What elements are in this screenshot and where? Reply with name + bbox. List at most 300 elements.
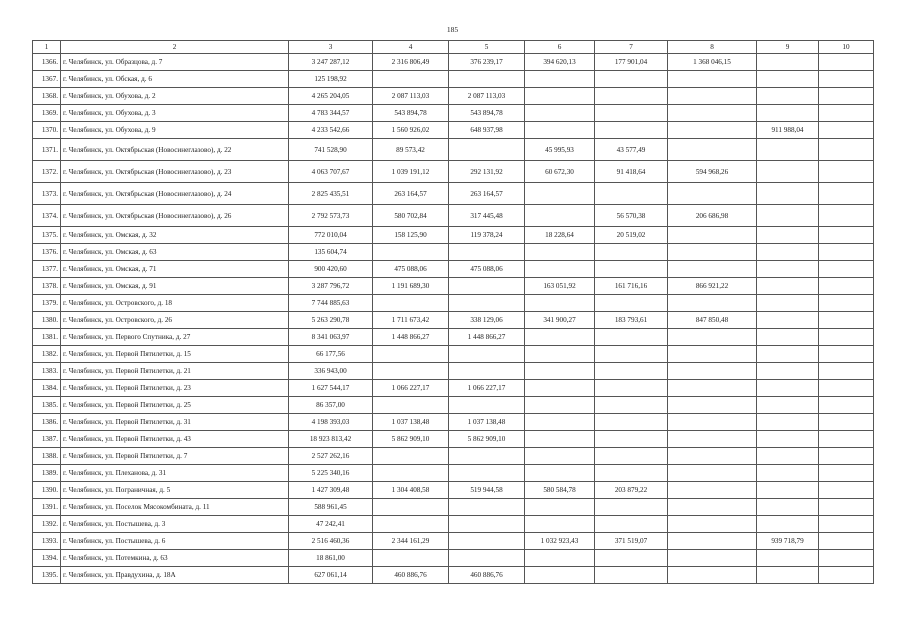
address-cell: г. Челябинск, ул. Октябрьская (Новосинеглазово), д. 22 xyxy=(61,139,289,161)
col8-cell: 206 686,98 xyxy=(668,205,757,227)
col6-cell: 341 900,27 xyxy=(525,312,595,329)
column-header: 1 xyxy=(33,41,61,54)
col9-cell xyxy=(757,329,819,346)
col7-cell xyxy=(595,448,668,465)
col8-cell: 594 968,26 xyxy=(668,161,757,183)
col3-cell: 3 247 287,12 xyxy=(289,54,373,71)
col9-cell xyxy=(757,71,819,88)
address-cell: г. Челябинск, ул. Плеханова, д. 31 xyxy=(61,465,289,482)
table-body xyxy=(33,54,874,584)
col10-cell xyxy=(819,227,874,244)
col7-cell: 91 418,64 xyxy=(595,161,668,183)
address-cell: г. Челябинск, ул. Первой Пятилетки, д. 31 xyxy=(61,414,289,431)
col9-cell xyxy=(757,105,819,122)
col4-cell: 460 886,76 xyxy=(373,567,449,584)
col7-cell: 203 879,22 xyxy=(595,482,668,499)
col4-cell: 5 862 909,10 xyxy=(373,431,449,448)
col9-cell xyxy=(757,346,819,363)
col10-cell xyxy=(819,516,874,533)
col6-cell xyxy=(525,397,595,414)
col8-cell xyxy=(668,295,757,312)
col10-cell xyxy=(819,346,874,363)
col6-cell xyxy=(525,414,595,431)
col7-cell xyxy=(595,71,668,88)
row-number-cell: 1389. xyxy=(33,465,61,482)
col8-cell xyxy=(668,88,757,105)
col10-cell xyxy=(819,363,874,380)
address-cell: г. Челябинск, ул. Омская, д. 71 xyxy=(61,261,289,278)
col7-cell xyxy=(595,183,668,205)
col8-cell xyxy=(668,465,757,482)
row-number-cell: 1370. xyxy=(33,122,61,139)
col6-cell xyxy=(525,363,595,380)
col3-cell: 4 783 344,57 xyxy=(289,105,373,122)
col4-cell: 1 191 689,30 xyxy=(373,278,449,295)
col5-cell: 5 862 909,10 xyxy=(449,431,525,448)
address-cell: г. Челябинск, ул. Первого Спутника, д. 27 xyxy=(61,329,289,346)
col4-cell: 2 316 806,49 xyxy=(373,54,449,71)
col8-cell: 1 368 046,15 xyxy=(668,54,757,71)
col5-cell xyxy=(449,295,525,312)
table-row xyxy=(33,380,874,397)
col5-cell: 1 448 866,27 xyxy=(449,329,525,346)
col3-cell: 2 516 460,36 xyxy=(289,533,373,550)
table-row xyxy=(33,448,874,465)
col10-cell xyxy=(819,482,874,499)
col5-cell: 376 239,17 xyxy=(449,54,525,71)
col6-cell xyxy=(525,346,595,363)
col3-cell: 135 604,74 xyxy=(289,244,373,261)
col6-cell: 394 620,13 xyxy=(525,54,595,71)
col3-cell: 588 961,45 xyxy=(289,499,373,516)
row-number-cell: 1383. xyxy=(33,363,61,380)
col9-cell xyxy=(757,482,819,499)
col10-cell xyxy=(819,183,874,205)
col8-cell xyxy=(668,227,757,244)
col6-cell xyxy=(525,380,595,397)
col4-cell: 475 088,06 xyxy=(373,261,449,278)
col6-cell xyxy=(525,261,595,278)
table-row xyxy=(33,312,874,329)
table-row xyxy=(33,88,874,105)
address-cell: г. Челябинск, ул. Обухова, д. 9 xyxy=(61,122,289,139)
table-row xyxy=(33,227,874,244)
column-header: 9 xyxy=(757,41,819,54)
row-number-cell: 1385. xyxy=(33,397,61,414)
col8-cell xyxy=(668,567,757,584)
table-row xyxy=(33,397,874,414)
table-row xyxy=(33,550,874,567)
column-header: 8 xyxy=(668,41,757,54)
col9-cell xyxy=(757,161,819,183)
table-row xyxy=(33,205,874,227)
col6-cell: 45 995,93 xyxy=(525,139,595,161)
col5-cell: 2 087 113,03 xyxy=(449,88,525,105)
col6-cell xyxy=(525,88,595,105)
address-cell: г. Челябинск, ул. Октябрьская (Новосинеглазово), д. 23 xyxy=(61,161,289,183)
col5-cell xyxy=(449,499,525,516)
col5-cell: 475 088,06 xyxy=(449,261,525,278)
col4-cell xyxy=(373,346,449,363)
row-number-cell: 1395. xyxy=(33,567,61,584)
col10-cell xyxy=(819,312,874,329)
col8-cell xyxy=(668,346,757,363)
col8-cell xyxy=(668,499,757,516)
col6-cell: 580 584,78 xyxy=(525,482,595,499)
col6-cell xyxy=(525,329,595,346)
col8-cell xyxy=(668,482,757,499)
address-cell: г. Челябинск, ул. Первой Пятилетки, д. 21 xyxy=(61,363,289,380)
col4-cell xyxy=(373,448,449,465)
col7-cell: 20 519,02 xyxy=(595,227,668,244)
col8-cell xyxy=(668,244,757,261)
col10-cell xyxy=(819,278,874,295)
column-number-row xyxy=(33,41,874,54)
col4-cell: 89 573,42 xyxy=(373,139,449,161)
col9-cell xyxy=(757,261,819,278)
row-number-cell: 1382. xyxy=(33,346,61,363)
col8-cell xyxy=(668,122,757,139)
col10-cell xyxy=(819,54,874,71)
table-row xyxy=(33,54,874,71)
col3-cell: 627 061,14 xyxy=(289,567,373,584)
address-cell: г. Челябинск, ул. Первой Пятилетки, д. 7 xyxy=(61,448,289,465)
address-cell: г. Челябинск, ул. Пограничная, д. 5 xyxy=(61,482,289,499)
col9-cell xyxy=(757,363,819,380)
col3-cell: 4 063 707,67 xyxy=(289,161,373,183)
col8-cell xyxy=(668,533,757,550)
col4-cell: 580 702,84 xyxy=(373,205,449,227)
col5-cell xyxy=(449,139,525,161)
col7-cell: 371 519,07 xyxy=(595,533,668,550)
col6-cell xyxy=(525,550,595,567)
column-header: 2 xyxy=(61,41,289,54)
col10-cell xyxy=(819,261,874,278)
row-number-cell: 1378. xyxy=(33,278,61,295)
row-number-cell: 1374. xyxy=(33,205,61,227)
col10-cell xyxy=(819,380,874,397)
row-number-cell: 1379. xyxy=(33,295,61,312)
col8-cell xyxy=(668,448,757,465)
col9-cell xyxy=(757,567,819,584)
address-cell: г. Челябинск, ул. Первой Пятилетки, д. 43 xyxy=(61,431,289,448)
col5-cell: 119 378,24 xyxy=(449,227,525,244)
address-cell: г. Челябинск, ул. Обухова, д. 2 xyxy=(61,88,289,105)
col8-cell xyxy=(668,183,757,205)
column-header: 5 xyxy=(449,41,525,54)
col3-cell: 2 527 262,16 xyxy=(289,448,373,465)
col7-cell: 177 901,04 xyxy=(595,54,668,71)
col9-cell xyxy=(757,414,819,431)
col9-cell xyxy=(757,499,819,516)
row-number-cell: 1376. xyxy=(33,244,61,261)
column-header: 10 xyxy=(819,41,874,54)
col8-cell xyxy=(668,261,757,278)
col3-cell: 5 225 340,16 xyxy=(289,465,373,482)
col9-cell xyxy=(757,465,819,482)
col5-cell xyxy=(449,244,525,261)
col3-cell: 125 198,92 xyxy=(289,71,373,88)
col6-cell xyxy=(525,465,595,482)
col4-cell: 1 560 926,02 xyxy=(373,122,449,139)
address-cell: г. Челябинск, ул. Обухова, д. 3 xyxy=(61,105,289,122)
col7-cell xyxy=(595,295,668,312)
col8-cell xyxy=(668,414,757,431)
col3-cell: 4 198 393,03 xyxy=(289,414,373,431)
col9-cell xyxy=(757,278,819,295)
col5-cell xyxy=(449,71,525,88)
col7-cell xyxy=(595,363,668,380)
row-number-cell: 1391. xyxy=(33,499,61,516)
col5-cell xyxy=(449,550,525,567)
col10-cell xyxy=(819,397,874,414)
row-number-cell: 1384. xyxy=(33,380,61,397)
col7-cell xyxy=(595,122,668,139)
col10-cell xyxy=(819,465,874,482)
col7-cell xyxy=(595,346,668,363)
col3-cell: 18 923 813,42 xyxy=(289,431,373,448)
col3-cell: 4 265 204,05 xyxy=(289,88,373,105)
row-number-cell: 1390. xyxy=(33,482,61,499)
col3-cell: 7 744 885,63 xyxy=(289,295,373,312)
col8-cell xyxy=(668,71,757,88)
col10-cell xyxy=(819,329,874,346)
col4-cell: 158 125,90 xyxy=(373,227,449,244)
address-cell: г. Челябинск, ул. Правдухина, д. 18А xyxy=(61,567,289,584)
col7-cell xyxy=(595,567,668,584)
col6-cell xyxy=(525,244,595,261)
col5-cell: 1 037 138,48 xyxy=(449,414,525,431)
col5-cell: 543 894,78 xyxy=(449,105,525,122)
col9-cell: 939 718,79 xyxy=(757,533,819,550)
column-header: 3 xyxy=(289,41,373,54)
col6-cell xyxy=(525,183,595,205)
col10-cell xyxy=(819,205,874,227)
col6-cell xyxy=(525,71,595,88)
col5-cell: 292 131,92 xyxy=(449,161,525,183)
col6-cell xyxy=(525,567,595,584)
col6-cell: 60 672,30 xyxy=(525,161,595,183)
col3-cell: 2 792 573,73 xyxy=(289,205,373,227)
col7-cell: 56 570,38 xyxy=(595,205,668,227)
table-row xyxy=(33,465,874,482)
row-number-cell: 1386. xyxy=(33,414,61,431)
col9-cell xyxy=(757,448,819,465)
row-number-cell: 1377. xyxy=(33,261,61,278)
col10-cell xyxy=(819,414,874,431)
col9-cell xyxy=(757,54,819,71)
row-number-cell: 1366. xyxy=(33,54,61,71)
col7-cell xyxy=(595,499,668,516)
col4-cell xyxy=(373,244,449,261)
row-number-cell: 1367. xyxy=(33,71,61,88)
col5-cell: 263 164,57 xyxy=(449,183,525,205)
address-cell: г. Челябинск, ул. Образцова, д. 7 xyxy=(61,54,289,71)
row-number-cell: 1372. xyxy=(33,161,61,183)
col5-cell xyxy=(449,448,525,465)
col7-cell xyxy=(595,550,668,567)
table-row xyxy=(33,105,874,122)
col5-cell xyxy=(449,516,525,533)
col10-cell xyxy=(819,499,874,516)
col9-cell xyxy=(757,550,819,567)
row-number-cell: 1392. xyxy=(33,516,61,533)
col4-cell xyxy=(373,516,449,533)
row-number-cell: 1371. xyxy=(33,139,61,161)
col10-cell xyxy=(819,139,874,161)
col5-cell: 338 129,06 xyxy=(449,312,525,329)
col6-cell xyxy=(525,431,595,448)
col9-cell xyxy=(757,244,819,261)
address-cell: г. Челябинск, ул. Омская, д. 63 xyxy=(61,244,289,261)
row-number-cell: 1380. xyxy=(33,312,61,329)
col4-cell: 263 164,57 xyxy=(373,183,449,205)
col7-cell: 43 577,49 xyxy=(595,139,668,161)
col10-cell xyxy=(819,431,874,448)
address-cell: г. Челябинск, ул. Первой Пятилетки, д. 23 xyxy=(61,380,289,397)
col6-cell: 1 032 923,43 xyxy=(525,533,595,550)
col4-cell: 1 711 673,42 xyxy=(373,312,449,329)
table-row xyxy=(33,363,874,380)
col10-cell xyxy=(819,105,874,122)
col4-cell xyxy=(373,550,449,567)
col3-cell: 1 427 309,48 xyxy=(289,482,373,499)
col8-cell xyxy=(668,363,757,380)
row-number-cell: 1388. xyxy=(33,448,61,465)
table-row xyxy=(33,567,874,584)
col9-cell xyxy=(757,183,819,205)
col3-cell: 66 177,56 xyxy=(289,346,373,363)
col7-cell xyxy=(595,380,668,397)
col4-cell: 2 344 161,29 xyxy=(373,533,449,550)
col3-cell: 4 233 542,66 xyxy=(289,122,373,139)
col5-cell xyxy=(449,363,525,380)
address-cell: г. Челябинск, ул. Октябрьская (Новосинеглазово), д. 24 xyxy=(61,183,289,205)
col10-cell xyxy=(819,448,874,465)
col10-cell xyxy=(819,567,874,584)
col8-cell xyxy=(668,516,757,533)
col7-cell xyxy=(595,431,668,448)
col4-cell: 2 087 113,03 xyxy=(373,88,449,105)
col10-cell xyxy=(819,122,874,139)
col5-cell: 317 445,48 xyxy=(449,205,525,227)
table-row xyxy=(33,244,874,261)
col10-cell xyxy=(819,550,874,567)
col5-cell: 648 937,98 xyxy=(449,122,525,139)
address-cell: г. Челябинск, ул. Постышева, д. 6 xyxy=(61,533,289,550)
col10-cell xyxy=(819,88,874,105)
col9-cell xyxy=(757,431,819,448)
col6-cell xyxy=(525,516,595,533)
col9-cell xyxy=(757,397,819,414)
table-row xyxy=(33,139,874,161)
col7-cell: 161 716,16 xyxy=(595,278,668,295)
col8-cell xyxy=(668,105,757,122)
table-row xyxy=(33,295,874,312)
col3-cell: 2 825 435,51 xyxy=(289,183,373,205)
col6-cell xyxy=(525,122,595,139)
col7-cell xyxy=(595,88,668,105)
table-row xyxy=(33,431,874,448)
col8-cell: 866 921,22 xyxy=(668,278,757,295)
col7-cell xyxy=(595,397,668,414)
col9-cell xyxy=(757,312,819,329)
col8-cell xyxy=(668,550,757,567)
col9-cell xyxy=(757,227,819,244)
col7-cell xyxy=(595,516,668,533)
col6-cell xyxy=(525,499,595,516)
col4-cell: 1 066 227,17 xyxy=(373,380,449,397)
address-cell: г. Челябинск, ул. Омская, д. 32 xyxy=(61,227,289,244)
col7-cell xyxy=(595,105,668,122)
col9-cell xyxy=(757,88,819,105)
col4-cell: 1 039 191,12 xyxy=(373,161,449,183)
table-row xyxy=(33,516,874,533)
col5-cell xyxy=(449,533,525,550)
col8-cell xyxy=(668,380,757,397)
col5-cell: 1 066 227,17 xyxy=(449,380,525,397)
address-cell: г. Челябинск, ул. Островского, д. 18 xyxy=(61,295,289,312)
col9-cell xyxy=(757,516,819,533)
col3-cell: 8 341 063,97 xyxy=(289,329,373,346)
table-row xyxy=(33,482,874,499)
row-number-cell: 1369. xyxy=(33,105,61,122)
col3-cell: 5 263 290,78 xyxy=(289,312,373,329)
col7-cell xyxy=(595,261,668,278)
address-cell: г. Челябинск, ул. Обская, д. 6 xyxy=(61,71,289,88)
col8-cell xyxy=(668,397,757,414)
col10-cell xyxy=(819,295,874,312)
col5-cell xyxy=(449,278,525,295)
col6-cell: 18 228,64 xyxy=(525,227,595,244)
col4-cell xyxy=(373,499,449,516)
col3-cell: 1 627 544,17 xyxy=(289,380,373,397)
col5-cell: 519 944,58 xyxy=(449,482,525,499)
row-number-cell: 1394. xyxy=(33,550,61,567)
address-cell: г. Челябинск, ул. Первой Пятилетки, д. 15 xyxy=(61,346,289,363)
col4-cell: 543 894,78 xyxy=(373,105,449,122)
row-number-cell: 1375. xyxy=(33,227,61,244)
col8-cell xyxy=(668,139,757,161)
col10-cell xyxy=(819,244,874,261)
col4-cell: 1 037 138,48 xyxy=(373,414,449,431)
address-cell: г. Челябинск, ул. Первой Пятилетки, д. 25 xyxy=(61,397,289,414)
col4-cell xyxy=(373,295,449,312)
col7-cell xyxy=(595,329,668,346)
row-number-cell: 1368. xyxy=(33,88,61,105)
col5-cell xyxy=(449,346,525,363)
col3-cell: 86 357,00 xyxy=(289,397,373,414)
table-row xyxy=(33,346,874,363)
table-row xyxy=(33,261,874,278)
address-cell: г. Челябинск, ул. Островского, д. 26 xyxy=(61,312,289,329)
address-cell: г. Челябинск, ул. Постышева, д. 3 xyxy=(61,516,289,533)
column-header: 7 xyxy=(595,41,668,54)
address-cell: г. Челябинск, ул. Потемкина, д. 63 xyxy=(61,550,289,567)
col9-cell xyxy=(757,295,819,312)
col3-cell: 900 420,60 xyxy=(289,261,373,278)
col7-cell: 183 793,61 xyxy=(595,312,668,329)
col7-cell xyxy=(595,414,668,431)
table-row xyxy=(33,329,874,346)
col6-cell xyxy=(525,105,595,122)
col9-cell xyxy=(757,139,819,161)
address-cell: г. Челябинск, ул. Омская, д. 91 xyxy=(61,278,289,295)
col4-cell xyxy=(373,465,449,482)
column-header: 6 xyxy=(525,41,595,54)
col5-cell xyxy=(449,397,525,414)
col8-cell xyxy=(668,329,757,346)
